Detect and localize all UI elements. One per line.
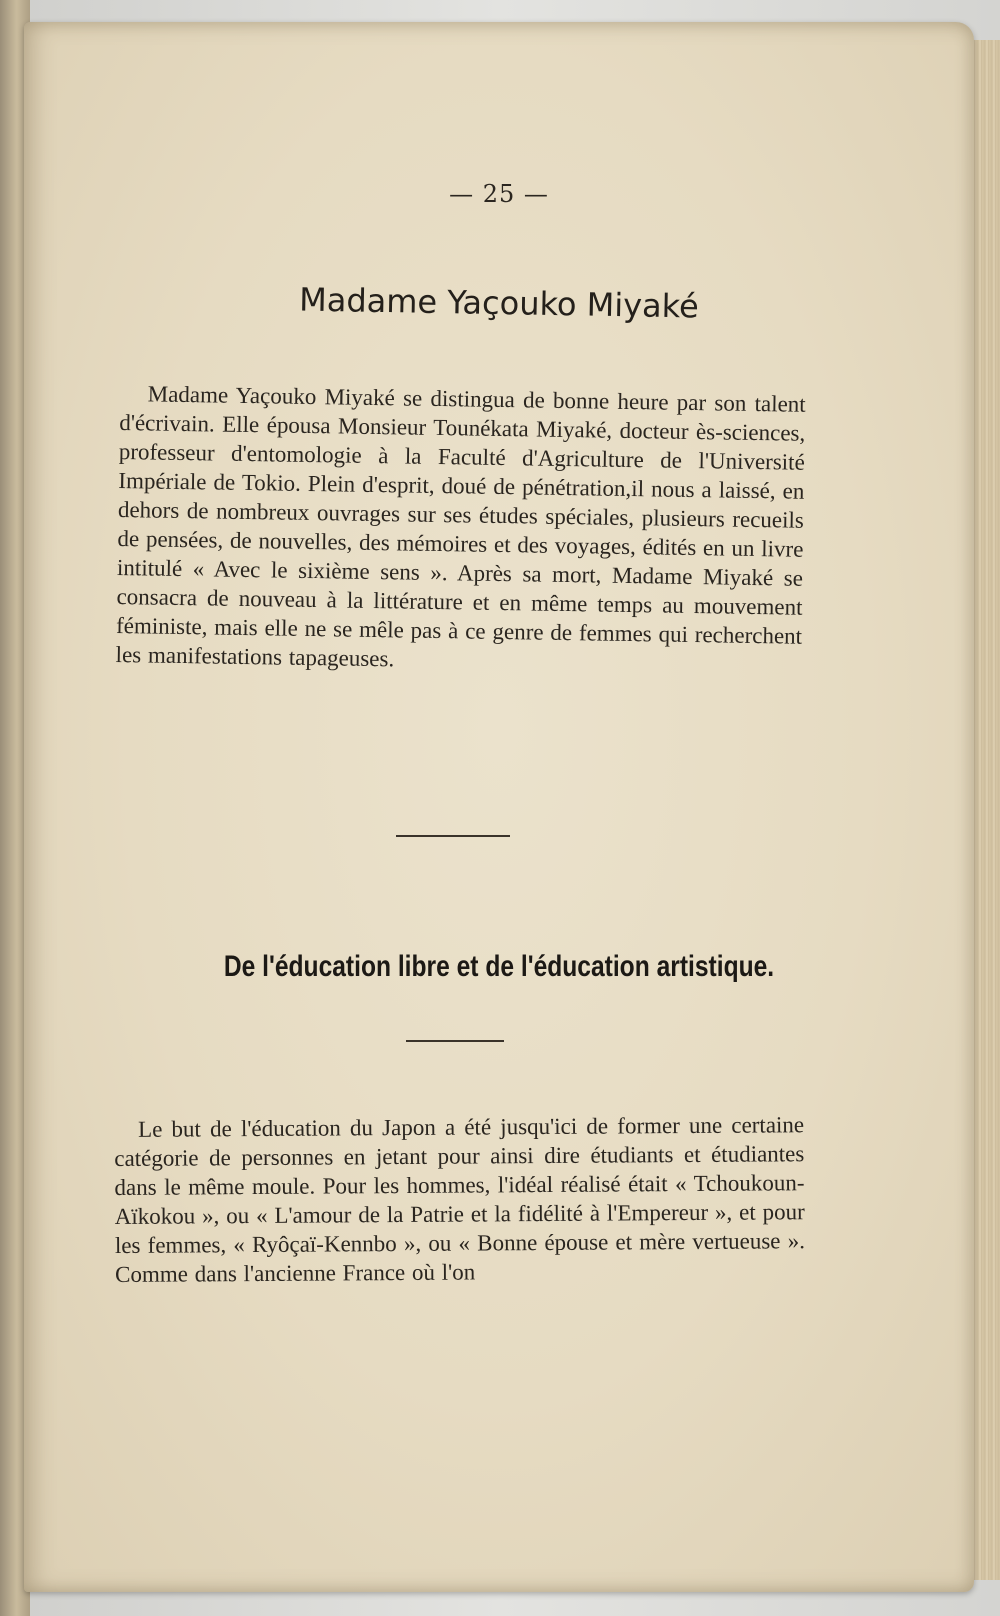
divider-rule <box>396 835 510 837</box>
paragraph-education: Le but de l'éducation du Japon a été jusqu'ici de former une certaine catégorie de personnes en jetant pour ainsi dire étudiants et étudiantes dans le même moule. Pour les hommes, l'idéal réalisé était « Tchoukoun-Aïkokou », ou « L'amour de la Patrie et la fidélité à l'Empereur », et pour les femmes, « Ryôçaï-Kennbo », ou « Bonne épouse et mère vertueuse ». Comme dans l'ancienne France où l'on <box>114 1112 805 1287</box>
section-title-education: De l'éducation libre et de l'éducation artistique. <box>223 950 775 983</box>
paragraph-miyake: Madame Yaçouko Miyaké se distingua de bonne heure par son talent d'écrivain. Elle épousa Monsieur Tounékata Miyaké, docteur ès-sciences, professeur d'entomologie à la Faculté d'Agriculture de l'Université Impériale de Tokio. Plein d'esprit, doué de pénétration,il nous a laissé, en dehors de nombreux ouvrages sur ses études spéciales, plusieurs recueils de pensées, de nouvelles, des mémoires et des voyages, édités en un livre intitulé « Avec le sixième sens ». Après sa mort, Madame Miyaké se consacra de nouveau à la littérature et en même temps au mouvement féministe, mais elle ne se mêle pas à ce genre de femmes qui recherchent les manifestations tapageuses. <box>115 381 806 672</box>
divider-rule-short <box>406 1040 504 1042</box>
page-number: — 25 — <box>449 180 549 208</box>
section-title-miyake: Madame Yaçouko Miyaké <box>298 280 700 326</box>
book-page <box>24 22 974 1592</box>
